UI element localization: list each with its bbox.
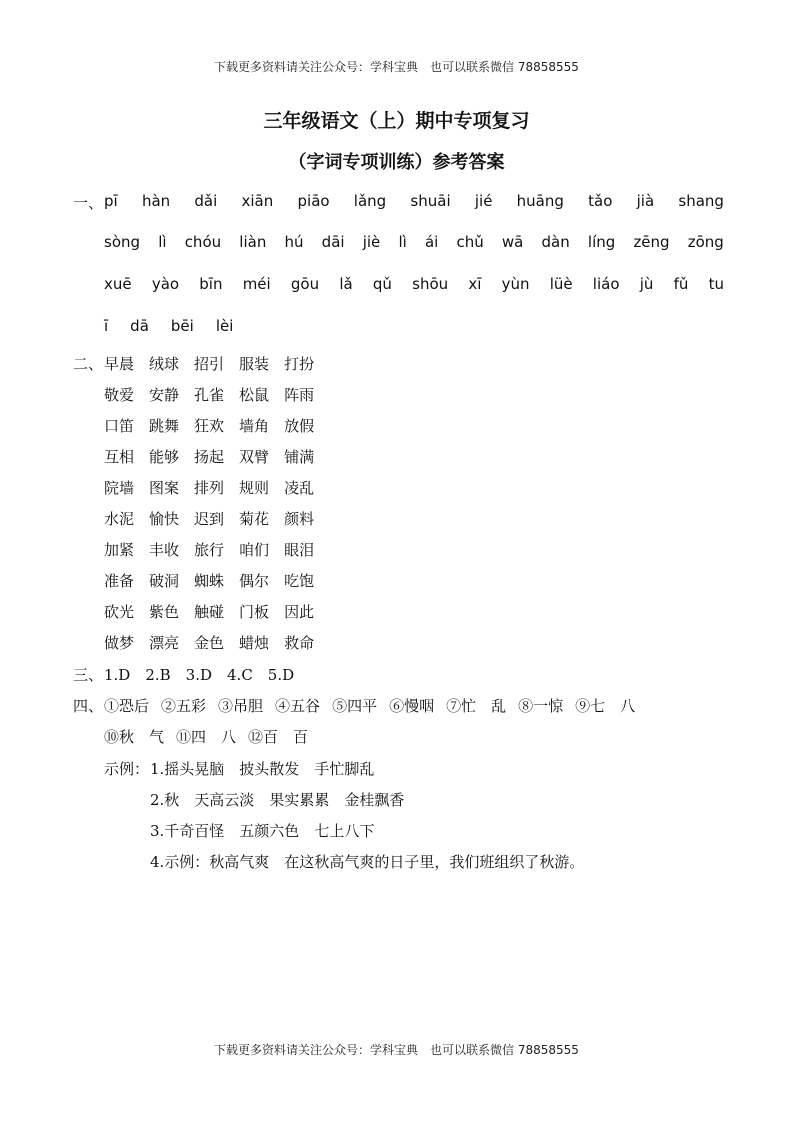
pinyin: lèi [215,317,234,335]
word: 互相 [104,448,135,466]
word: 蜘蛛 [194,572,225,590]
pinyin-line-4 [104,317,724,335]
word: 砍光 [104,603,135,621]
pinyin: lüè [549,275,573,293]
example-line: 1.摇头晃脑 披头散发 手忙脚乱 [150,760,375,778]
pinyin: shuāi [410,192,451,210]
word: 狂欢 [194,417,225,435]
word: 墙角 [239,417,270,435]
word: 口笛 [104,417,135,435]
pinyin-line-2 [104,233,724,251]
idiom-row-2 [104,726,308,747]
word: 金色 [194,634,225,652]
word: 愉快 [149,510,180,528]
word-row [104,415,314,436]
word-row [104,353,314,374]
idiom-answer: ①恐后 [104,697,150,715]
pinyin-line-3 [104,275,724,293]
pinyin: lǎng [353,192,387,210]
pinyin: chóu [184,233,222,251]
word: 跳舞 [149,417,180,435]
word-row [104,508,314,529]
pinyin: jiè [362,233,381,251]
idiom-answer: ⑪四 八 [176,728,237,746]
example-line: 4.示例：秋高气爽 在这秋高气爽的日子里，我们班组织了秋游。 [150,853,585,871]
pinyin: zōng [687,233,724,251]
idiom-answer: ④五谷 [275,697,321,715]
word: 扬起 [194,448,225,466]
word: 敬爱 [104,386,135,404]
word: 破洞 [149,572,180,590]
pinyin: fǔ [673,275,689,293]
pinyin: xuē [104,275,132,293]
idiom-answer: ③吊胆 [218,697,264,715]
section3-answers: 1.D 2.B 3.D 4.C 5.D [104,666,295,684]
pinyin: dǎi [194,192,218,210]
example-line: 2.秋 天高云淡 果实累累 金桂飘香 [150,791,405,809]
word: 门板 [239,603,270,621]
word: 安静 [149,386,180,404]
word: 早晨 [104,355,135,373]
page-header: 下载更多资料请关注公众号：学科宝典 也可以联系微信 78858555 [214,60,579,74]
section3-label: 三、 [73,666,104,684]
pinyin: bēi [170,317,194,335]
word: 准备 [104,572,135,590]
pinyin: chǔ [456,233,484,251]
idiom-answer: ②五彩 [161,697,207,715]
word: 因此 [284,603,315,621]
pinyin: lǎ [339,275,353,293]
word: 咱们 [239,541,270,559]
idiom-answer: ⑧一惊 [518,697,564,715]
word: 招引 [194,355,225,373]
word-row [104,539,314,560]
pinyin: liàn [239,233,267,251]
pinyin: jié [474,192,493,210]
page-title: 三年级语文（上）期中专项复习 [263,110,530,132]
word: 救命 [284,634,315,652]
word: 吃饱 [284,572,315,590]
pinyin: wā [501,233,524,251]
word-row [104,477,314,498]
idiom-answer: ⑥慢咽 [389,697,435,715]
pinyin: xī [468,275,482,293]
word: 做梦 [104,634,135,652]
pinyin: dā [130,317,149,335]
idiom-answer: ⑩秋 气 [104,728,165,746]
word: 双臂 [239,448,270,466]
example-line: 3.千奇百怪 五颜六色 七上八下 [150,822,375,840]
pinyin: shōu [412,275,449,293]
word: 绒球 [149,355,180,373]
word: 阵雨 [284,386,315,404]
pinyin: huāng [516,192,564,210]
word: 紫色 [149,603,180,621]
pinyin: líng [587,233,616,251]
pinyin: ī [104,317,109,335]
idiom-answer: ⑦忙 乱 [446,697,507,715]
pinyin: liáo [592,275,620,293]
pinyin: pī [104,192,118,210]
pinyin: zēng [633,233,670,251]
pinyin: jià [636,192,655,210]
pinyin: yào [151,275,180,293]
word-row [104,601,314,622]
idiom-row-1 [104,695,635,716]
word: 排列 [194,479,225,497]
word: 凌乱 [284,479,315,497]
pinyin: shang [678,192,724,210]
pinyin: lì [158,233,167,251]
section4-label: 四、 [73,697,104,715]
word: 能够 [149,448,180,466]
pinyin: hú [284,233,304,251]
word: 蜡烛 [239,634,270,652]
pinyin: tǎo [588,192,613,210]
word: 旅行 [194,541,225,559]
pinyin: xiān [241,192,274,210]
idiom-answer: ⑤四平 [332,697,378,715]
word: 松鼠 [239,386,270,404]
word: 丰收 [149,541,180,559]
idiom-answer: ⑫百 百 [248,728,309,746]
word: 图案 [149,479,180,497]
word: 迟到 [194,510,225,528]
pinyin: jù [639,275,654,293]
word-row [104,570,314,591]
pinyin: qǔ [372,275,392,293]
word: 放假 [284,417,315,435]
section1-label: 一、 [73,194,104,212]
word: 水泥 [104,510,135,528]
pinyin: bīn [199,275,223,293]
pinyin: sòng [104,233,141,251]
pinyin: yùn [501,275,530,293]
page-footer: 下载更多资料请关注公众号：学科宝典 也可以联系微信 78858555 [214,1043,579,1057]
examples-label: 示例： [104,760,150,778]
pinyin: méi [242,275,271,293]
pinyin: lì [398,233,407,251]
pinyin: ái [424,233,439,251]
word: 触碰 [194,603,225,621]
pinyin: gōu [290,275,320,293]
word: 铺满 [284,448,315,466]
word-row [104,632,314,653]
pinyin: tu [708,275,724,293]
word: 加紧 [104,541,135,559]
pinyin: piāo [297,192,330,210]
word-row [104,446,314,467]
page-subtitle: （字词专项训练）参考答案 [288,152,505,173]
word: 偶尔 [239,572,270,590]
pinyin: dàn [541,233,570,251]
word: 打扮 [284,355,315,373]
pinyin-line-1 [104,192,724,210]
word: 服装 [239,355,270,373]
word: 颜料 [284,510,315,528]
pinyin: hàn [141,192,171,210]
word-row [104,384,314,405]
word: 漂亮 [149,634,180,652]
word: 院墙 [104,479,135,497]
word: 孔雀 [194,386,225,404]
word: 眼泪 [284,541,315,559]
pinyin: dāi [321,233,345,251]
word: 菊花 [239,510,270,528]
idiom-answer: ⑨七 八 [575,697,636,715]
section2-label: 二、 [73,355,104,373]
word: 规则 [239,479,270,497]
